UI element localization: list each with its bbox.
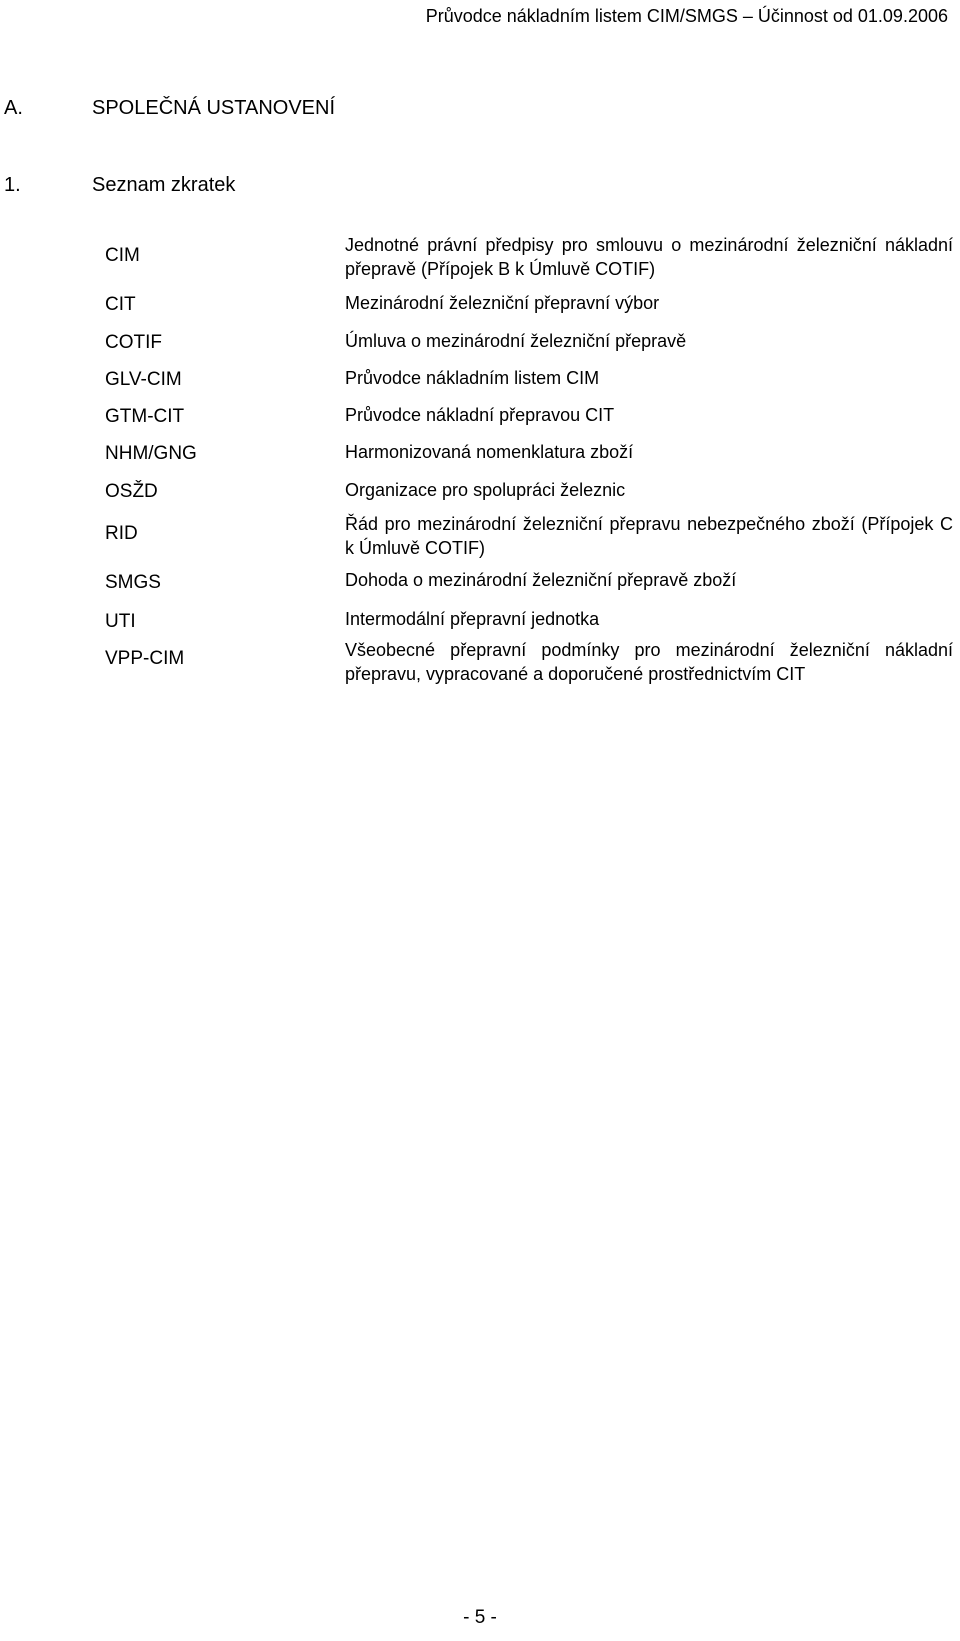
abbreviation-code: SMGS (105, 572, 161, 593)
subsection-title: Seznam zkratek (92, 174, 236, 196)
subsection-heading (4, 173, 235, 197)
abbreviation-code: GLV-CIM (105, 369, 182, 390)
abbreviation-code: CIT (105, 294, 136, 315)
abbreviation-code: NHM/GNG (105, 443, 197, 464)
section-title: SPOLEČNÁ USTANOVENÍ (92, 97, 336, 119)
abbreviation-description: Průvodce nákladním listem CIM (345, 368, 600, 388)
abbreviation-description: Intermodální přepravní jednotka (345, 609, 600, 629)
abbreviation-description: Úmluva o mezinárodní železniční přepravě (345, 331, 687, 351)
abbreviation-code: VPP-CIM (105, 648, 185, 669)
abbreviation-code: COTIF (105, 332, 162, 353)
abbreviation-description: Jednotné právní předpisy pro smlouvu o mezinárodní železniční nákladní přepravě (Přípojek B k Úmluvě COTIF) (345, 235, 953, 279)
running-header: Průvodce nákladním listem CIM/SMGS – Účinnost od 01.09.2006 (425, 6, 948, 26)
subsection-number: 1. (4, 174, 21, 196)
abbreviation-description: Průvodce nákladní přepravou CIT (345, 405, 615, 425)
abbreviation-description: Harmonizovaná nomenklatura zboží (345, 442, 634, 462)
abbreviation-description: Dohoda o mezinárodní železniční přepravě zboží (345, 570, 737, 590)
abbreviation-code: UTI (105, 611, 136, 632)
abbreviation-code: GTM-CIT (105, 406, 185, 427)
abbreviation-code: RID (105, 523, 138, 544)
abbreviation-code: CIM (105, 245, 140, 266)
page-number: - 5 - (463, 1607, 497, 1628)
abbreviation-description: Mezinárodní železniční přepravní výbor (345, 293, 660, 313)
abbreviation-code: OSŽD (105, 481, 158, 502)
abbreviation-description: Všeobecné přepravní podmínky pro mezinárodní železniční nákladní přepravu, vypracované a doporučené prostřednictvím CIT (345, 640, 953, 684)
section-heading (4, 96, 335, 120)
section-number: A. (4, 97, 23, 119)
abbreviation-description: Organizace pro spolupráci železnic (345, 480, 626, 500)
abbreviation-description: Řád pro mezinárodní železniční přepravu nebezpečného zboží (Přípojek C k Úmluvě COTIF) (345, 514, 953, 558)
